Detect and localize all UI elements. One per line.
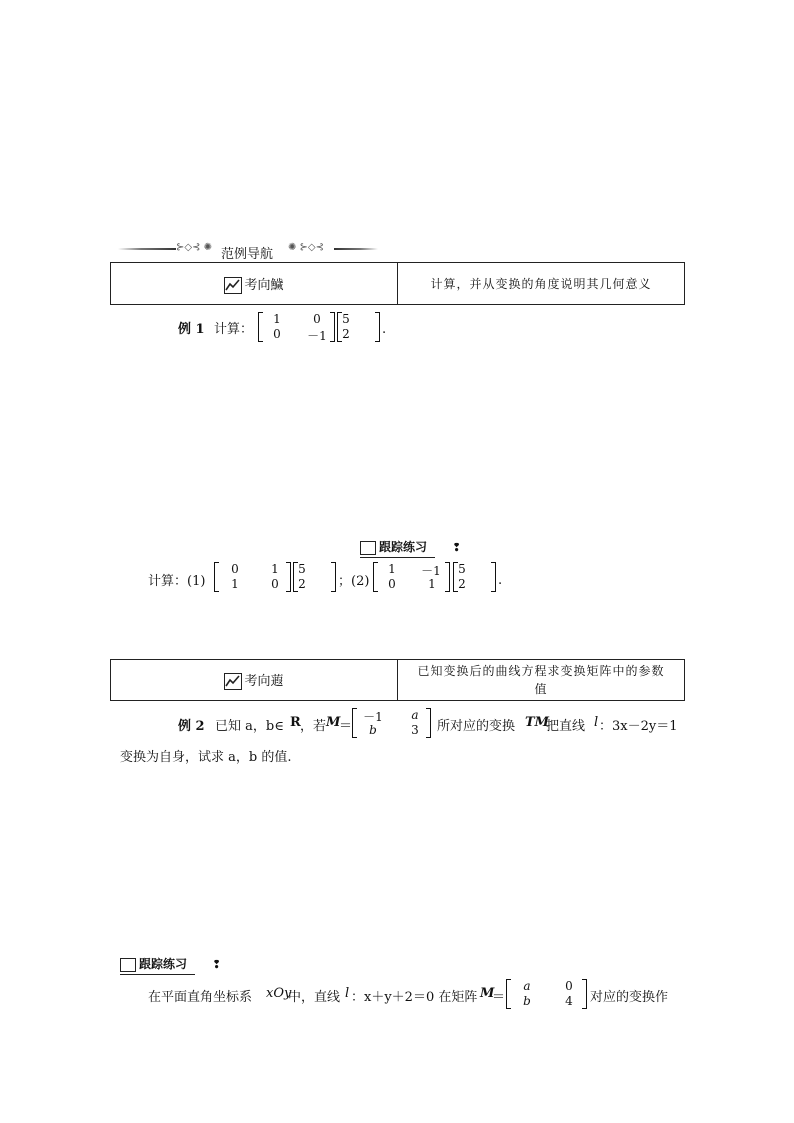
- track-1-prompt: 计算：(1): [148, 574, 206, 589]
- kao-desc-2-line1: 已知变换后的曲线方程求变换矩阵中的参数: [417, 664, 665, 678]
- example-2-pre: 已知 a，b∈: [215, 719, 284, 734]
- kao-cell-label-1: [111, 263, 398, 305]
- example-2-post3: ：3x－2y＝1: [599, 719, 678, 734]
- track-2-pre: 在平面直角坐标系: [148, 990, 253, 1005]
- example-2-post1: 所对应的变换: [437, 719, 516, 734]
- track-2-matrix: a 0 b 4: [506, 979, 586, 1009]
- example-2-mid: ，若: [300, 719, 327, 734]
- track-header-1: [360, 538, 427, 555]
- example-2-matrix: －1 a b 3: [352, 708, 432, 738]
- trend-chart-icon: [224, 277, 242, 294]
- notebook-pen-icon: [120, 958, 136, 972]
- track-2-post: 对应的变换作: [590, 990, 669, 1005]
- kao-label-2: 考向蕸: [244, 674, 284, 689]
- track-2-l: l: [345, 986, 350, 1001]
- kao-table-2: [110, 659, 685, 701]
- example-2-TM: TM: [525, 715, 550, 730]
- kao-desc-2-line2: 值: [534, 682, 548, 696]
- ornament-right: ✺ ⊱◇⊰: [288, 242, 325, 253]
- footprint-icon: ❢: [452, 541, 462, 554]
- track-2-mid1: 中，直线: [288, 990, 341, 1005]
- notebook-pen-icon: [360, 541, 376, 555]
- track-2-M: M: [480, 986, 495, 1001]
- example-1-prompt: 计算：: [214, 322, 254, 337]
- section-title: 范例导航: [221, 247, 274, 262]
- example-2-R: R: [290, 715, 301, 730]
- track-header-2: [120, 955, 187, 972]
- track-1-vector-2: 5 2: [453, 562, 497, 592]
- kao-desc-1: 计算，并从变换的角度说明其几何意义: [398, 263, 685, 305]
- example-2-l: l: [594, 715, 599, 730]
- example-1-matrix: 1 0 0 －1: [258, 312, 336, 342]
- kao-table-1: [110, 262, 685, 305]
- example-2-label: 例 2: [178, 719, 205, 734]
- example-1-label: 例 1: [178, 322, 205, 337]
- track-label-2: 跟踪练习: [139, 957, 188, 971]
- track-1-matrix-b: 1 －1 0 1: [373, 562, 451, 592]
- example-1-vector: 5 2: [337, 312, 381, 342]
- kao-desc-2: [398, 660, 685, 701]
- ornament-line-left: [118, 248, 176, 250]
- example-1-end: .: [382, 322, 387, 337]
- kao-label-1: 考向鱥: [244, 277, 284, 293]
- track-2-mid2: ：x＋y＋2＝0 在矩阵: [351, 990, 478, 1005]
- track-1-sep: ；(2): [338, 574, 370, 589]
- kao-cell-label-2: [111, 660, 398, 701]
- track-2-xOy: xOy: [266, 986, 292, 1001]
- track-2-eq: ＝: [492, 990, 506, 1005]
- example-2-eq: ＝: [339, 719, 353, 734]
- ornament-line-right: [334, 248, 378, 250]
- trend-chart-icon: [224, 673, 242, 690]
- track-1-matrix-a: 0 1 1 0: [214, 562, 292, 592]
- example-2-line2: 变换为自身，试求 a，b 的值.: [120, 750, 292, 765]
- track-label-1: 跟踪练习: [379, 540, 428, 554]
- example-2-M: M: [326, 715, 341, 730]
- track-1-end: .: [498, 573, 503, 588]
- example-2-post2: 把直线: [546, 719, 586, 734]
- footprint-icon: ❢: [212, 958, 222, 971]
- ornament-left: ⊱◇⊰ ✺: [176, 242, 213, 253]
- track-1-vector-1: 5 2: [293, 562, 337, 592]
